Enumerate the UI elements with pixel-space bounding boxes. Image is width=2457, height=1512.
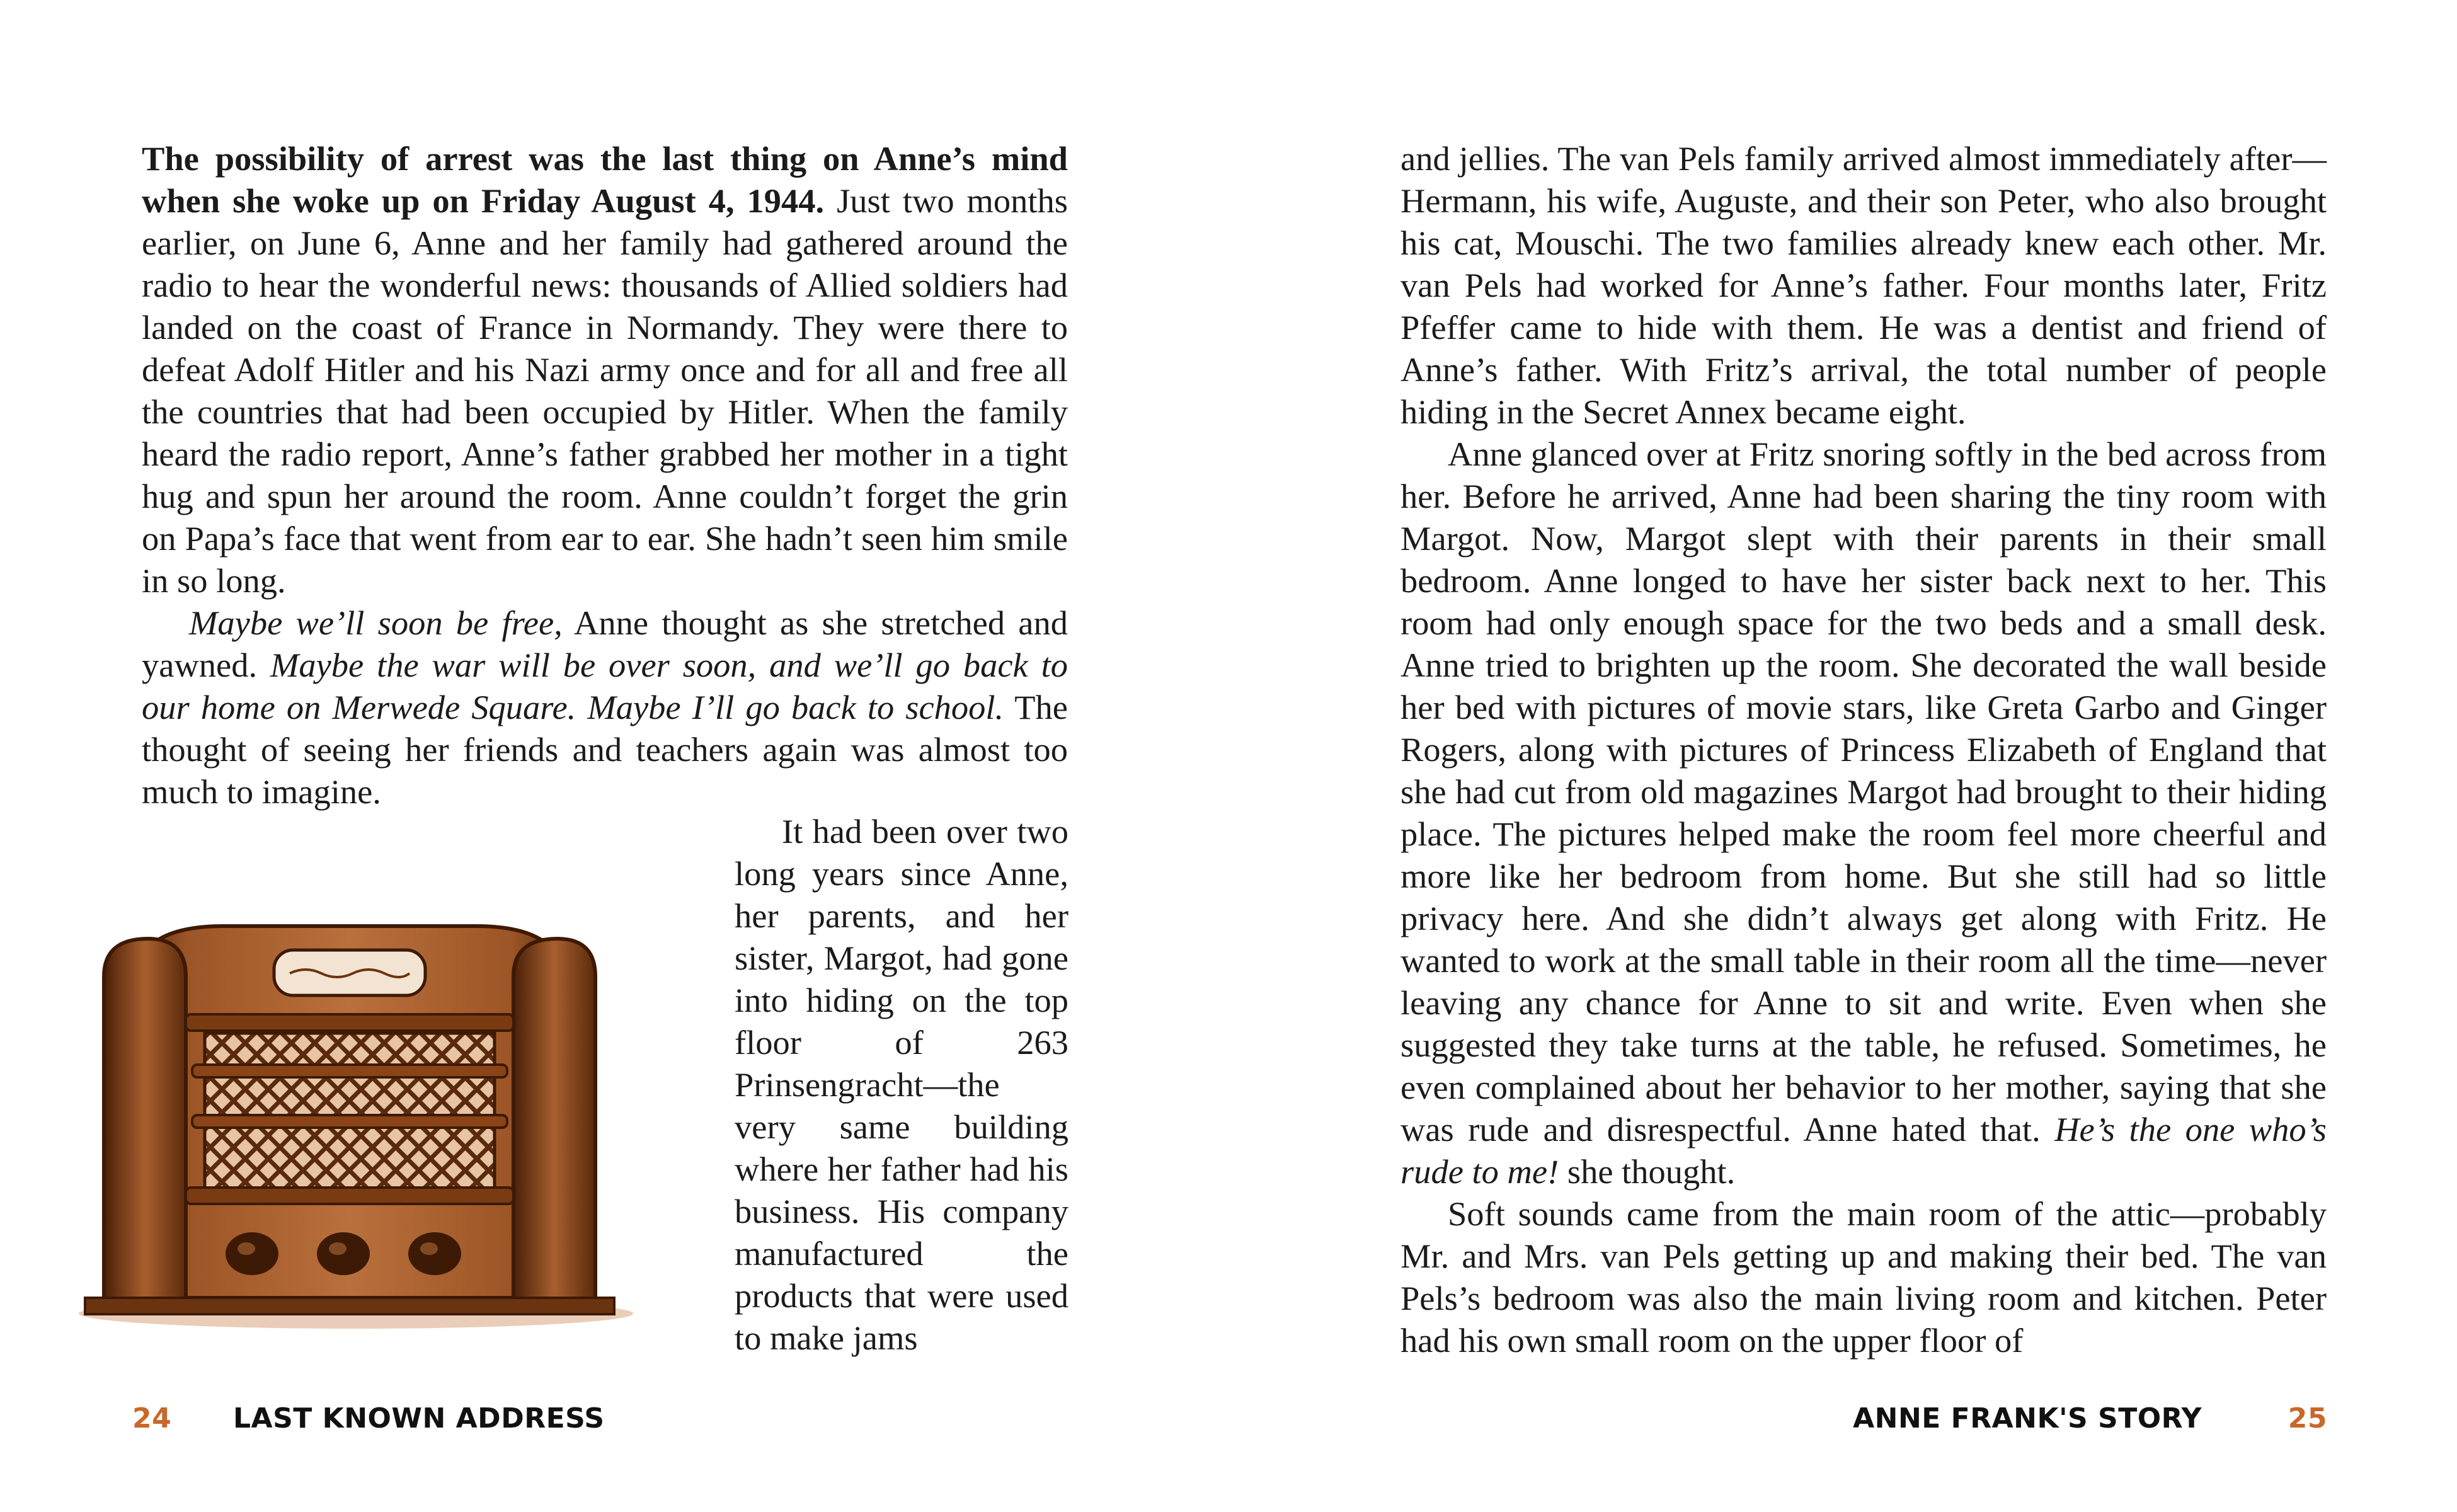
bold-lead-in: The possibility of arrest was the last thing on Anne’s mind when she woke up on Friday August 4, 1944.: [142, 139, 1068, 220]
left-page: [0, 0, 1228, 1512]
running-head: ANNE FRANK'S STORY: [1853, 1402, 2202, 1435]
right-body-text: [1400, 137, 2327, 1361]
italic-thought: He’s the one who’s rude to me!: [1400, 1110, 2327, 1191]
running-head: LAST KNOWN ADDRESS: [233, 1402, 605, 1435]
paragraph: [1400, 433, 2327, 1193]
page-number: 24: [132, 1402, 172, 1435]
left-narrow-column: [735, 810, 1068, 1359]
paragraph: [142, 137, 1068, 602]
paragraph: Soft sounds came from the main room of the attic—probably Mr. and Mrs. van Pels getting up and making their bed. The van Pels’s bedroom was also the main living room and kitchen. Peter had his own small room on the upper floor of: [1400, 1194, 2327, 1360]
left-body-text: [142, 137, 1068, 813]
paragraph-text: The thought of seeing her friends and teachers again was almost too much to imagine.: [142, 688, 1068, 811]
paragraph-text: Just two months earlier, on June 6, Anne and her family had gathered around the radio to hear the wonderful news: thousands of Allied soldiers had landed on the coast of France in Normandy. They were there to defeat Adolf Hitler and his Nazi army once and for all and free all the countries that had been occupied by Hitler. When the family heard the radio report, Anne’s father grabbed her mother in a tight hug and spun her around the room. Anne couldn’t forget the grin on Papa’s face that went from ear to ear. She hadn’t seen him smile in so long.: [142, 181, 1068, 600]
italic-thought: Maybe the war will be over soon, and we’ll go back to our home on Merwede Square. Maybe I’ll go back to school.: [142, 646, 1068, 726]
right-page: [1228, 0, 2457, 1512]
paragraph: [142, 602, 1068, 813]
paragraph-text: she thought.: [1559, 1152, 1736, 1191]
paragraph-text: Anne thought as she stretched and yawned.: [142, 604, 1068, 684]
paragraph: It had been over two long years since Anne, her parents, and her sister, Margot, had gone into hiding on the top floor of 263 Prinsengracht—the very same building where her father had his business. His company manufactured the products that were used to make jams: [735, 812, 1068, 1357]
page-number: 25: [2288, 1402, 2327, 1435]
paragraph-text: Anne glanced over at Fritz snoring softly in the bed across from her. Before he arrived, Anne had been sharing the tiny room with Margot. Now, Margot slept with their parents in their small bedroom. Anne longed to have her sister back next to her. This room had only enough space for the two beds and a small desk. Anne tried to brighten up the room. She decorated the wall beside her bed with pictures of movie stars, like Greta Garbo and Ginger Rogers, along with pictures of Princess Elizabeth of England that she had cut from old magazines Margot had brought to their hiding place. The pictures helped make the room feel more cheerful and more like her bedroom from home. But she still had so little privacy here. And she didn’t always get along with Fritz. He wanted to work at the small table in their room all the time—never leaving any chance for Anne to sit and write. Even when she suggested they take turns at the table, he refused. Sometimes, he even complained about her behavior to her mother, saying that she was rude and disrespectful. Anne hated that.: [1400, 435, 2327, 1148]
italic-thought: Maybe we’ll soon be free,: [189, 604, 563, 642]
paragraph: and jellies. The van Pels family arrived almost immediately after—Hermann, his wife, Auguste, and their son Peter, who also brought his cat, Mouschi. The two families already knew each other. Mr. van Pels had worked for Anne’s father. Four months later, Fritz Pfeffer came to hide with them. He was a dentist and friend of Anne’s father. With Fritz’s arrival, the total number of people hiding in the Secret Annex became eight.: [1400, 139, 2327, 431]
vintage-radio-icon: [60, 901, 639, 1342]
